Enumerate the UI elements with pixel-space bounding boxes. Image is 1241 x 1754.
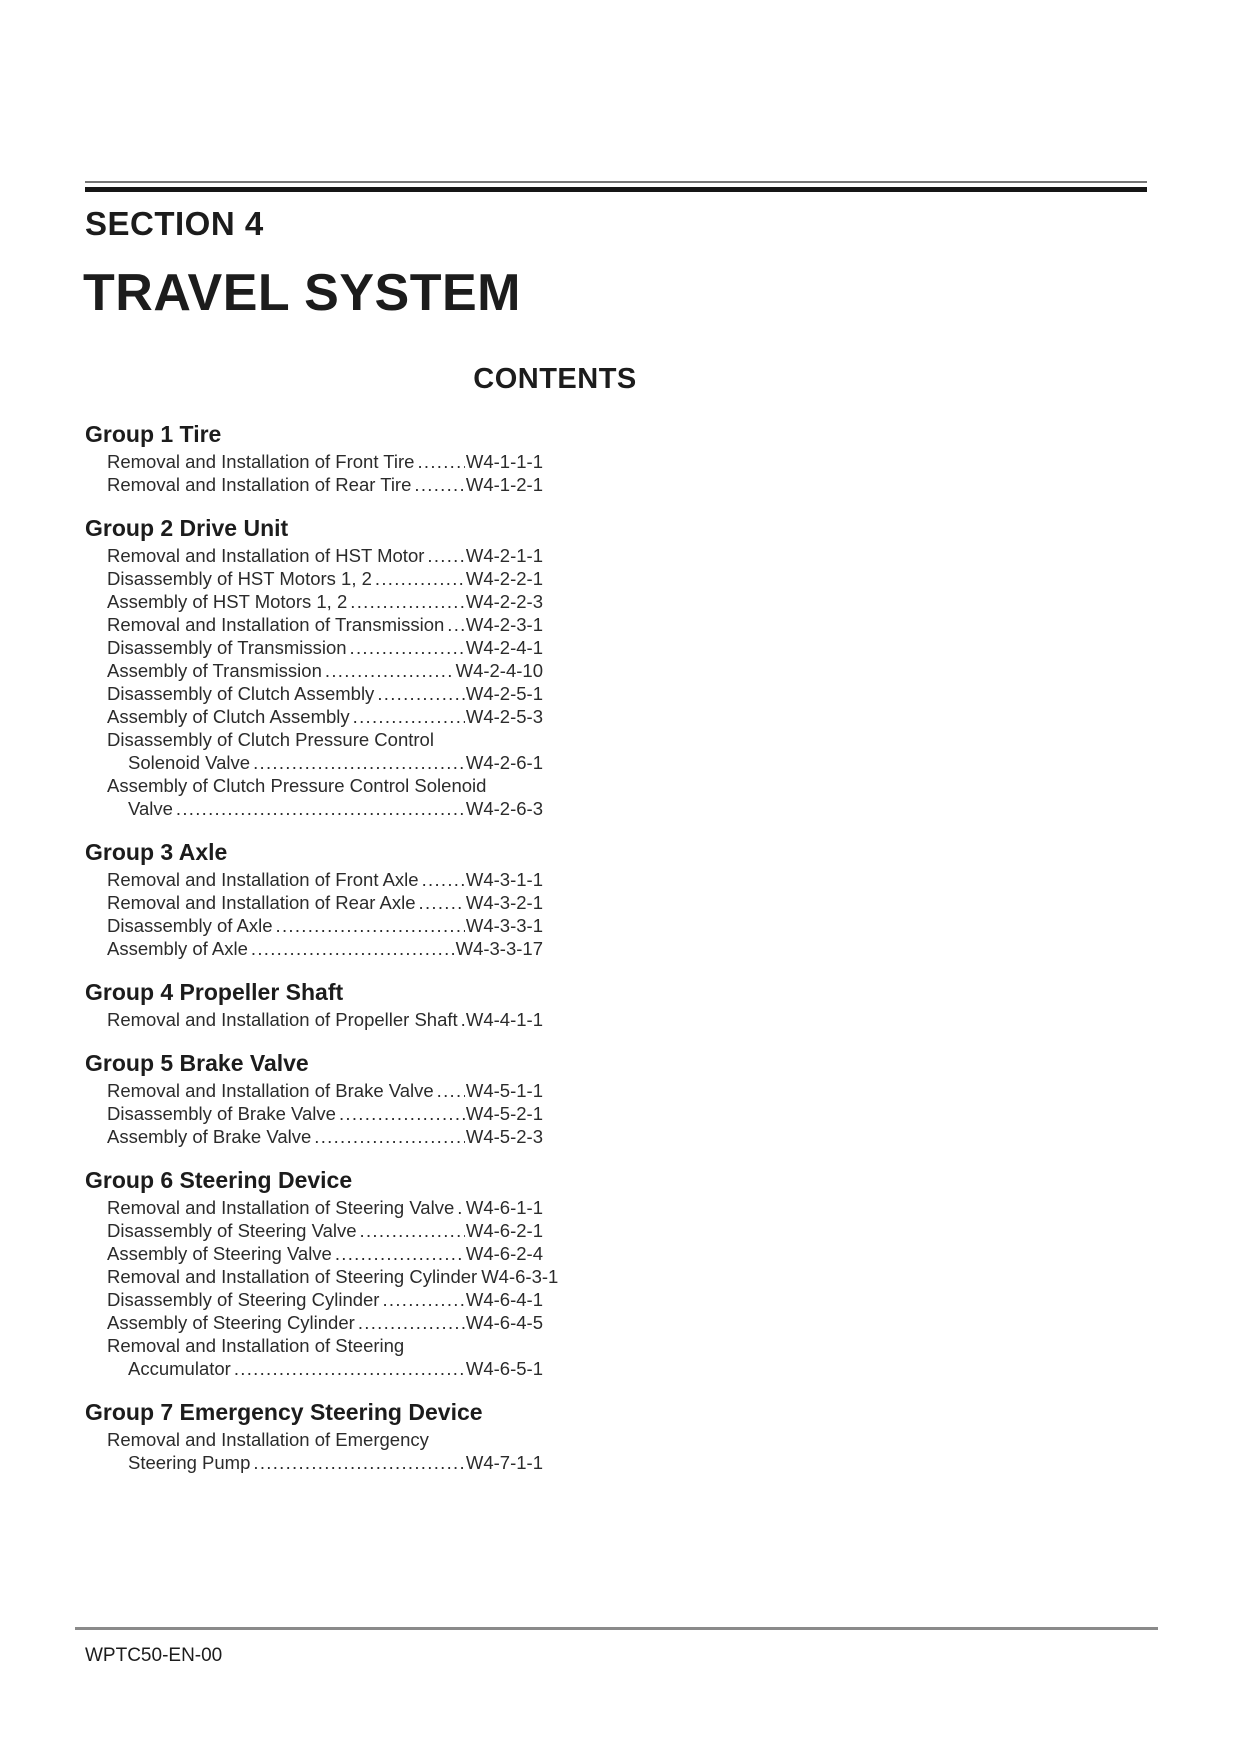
dot-leader bbox=[234, 1357, 465, 1380]
toc-group bbox=[85, 837, 543, 960]
dot-leader bbox=[461, 1008, 465, 1031]
toc-page-number: W4-3-1-1 bbox=[465, 869, 543, 890]
toc-page-number: W4-2-2-3 bbox=[465, 591, 543, 612]
dot-leader bbox=[335, 1242, 465, 1265]
toc-entry bbox=[85, 1288, 543, 1311]
toc-entry-title: Removal and Installation of Transmission bbox=[107, 614, 445, 635]
toc-entry-line bbox=[107, 613, 543, 636]
toc-entry bbox=[85, 1102, 543, 1125]
toc-page-number: W4-3-3-17 bbox=[455, 938, 543, 959]
toc-entry-line bbox=[107, 914, 543, 937]
dot-leader bbox=[457, 1196, 465, 1219]
toc-entry-line bbox=[107, 891, 543, 914]
toc-group-heading: Group 1 Tire bbox=[85, 421, 222, 447]
toc-entry-line bbox=[107, 473, 543, 496]
toc-entry bbox=[85, 567, 543, 590]
dot-leader bbox=[350, 590, 465, 613]
toc-group bbox=[85, 977, 543, 1031]
toc-entry-title: Disassembly of HST Motors 1, 2 bbox=[107, 568, 372, 589]
toc-entry bbox=[85, 914, 543, 937]
toc-entry bbox=[85, 1242, 543, 1265]
header-rule-thick bbox=[85, 187, 1147, 192]
dot-leader bbox=[325, 659, 455, 682]
toc-entry-line bbox=[107, 868, 543, 891]
toc-entry-title: Accumulator bbox=[128, 1358, 231, 1379]
toc-entry-line bbox=[107, 1265, 559, 1288]
toc-entry-title: Removal and Installation of HST Motor bbox=[107, 545, 425, 566]
toc-entry bbox=[85, 659, 543, 682]
toc-page-number: W4-2-5-1 bbox=[465, 683, 543, 704]
toc-page-number: W4-2-4-10 bbox=[455, 660, 543, 681]
toc-page-number: W4-6-3-1 bbox=[481, 1266, 559, 1287]
toc-page-number: W4-6-2-4 bbox=[465, 1243, 543, 1264]
toc-group-heading: Group 7 Emergency Steering Device bbox=[85, 1399, 483, 1425]
toc-page-number: W4-2-5-3 bbox=[465, 706, 543, 727]
dot-leader bbox=[339, 1102, 465, 1125]
toc-entry-title: Removal and Installation of Steering Valve bbox=[107, 1197, 455, 1218]
toc-page-number: W4-2-6-1 bbox=[465, 752, 543, 773]
toc-page-number: W4-6-4-5 bbox=[465, 1312, 543, 1333]
dot-leader bbox=[353, 705, 465, 728]
toc-page-number: W4-1-1-1 bbox=[465, 451, 543, 472]
toc-group bbox=[85, 419, 543, 496]
toc-entry-title: Removal and Installation of Propeller Shaft bbox=[107, 1009, 458, 1030]
toc-page-number: W4-6-1-1 bbox=[465, 1197, 543, 1218]
toc-page-number: W4-1-2-1 bbox=[465, 474, 543, 495]
dot-leader bbox=[350, 636, 465, 659]
toc-entry bbox=[85, 774, 543, 820]
toc-entry bbox=[85, 1125, 543, 1148]
toc-entry bbox=[85, 728, 543, 774]
header-double-rule bbox=[85, 181, 1147, 192]
contents-heading: CONTENTS bbox=[473, 363, 637, 395]
dot-leader bbox=[377, 682, 465, 705]
toc-group-heading: Group 6 Steering Device bbox=[85, 1167, 353, 1193]
toc-entry bbox=[85, 1196, 543, 1219]
toc-page-number: W4-3-3-1 bbox=[465, 915, 543, 936]
dot-leader bbox=[419, 891, 465, 914]
dot-leader bbox=[437, 1079, 465, 1102]
toc-entry bbox=[85, 450, 543, 473]
toc-page-number: W4-2-2-1 bbox=[465, 568, 543, 589]
toc-entry-title: Assembly of Brake Valve bbox=[107, 1126, 312, 1147]
toc-entry-title: Assembly of Clutch Assembly bbox=[107, 706, 350, 727]
dot-leader bbox=[358, 1311, 465, 1334]
toc-entry-line bbox=[107, 728, 543, 751]
dot-leader bbox=[375, 567, 465, 590]
toc-page-number: W4-3-2-1 bbox=[465, 892, 543, 913]
toc-entry-title: Removal and Installation of Steering bbox=[107, 1335, 405, 1356]
toc-entry-title: Assembly of Clutch Pressure Control Solenoid bbox=[107, 775, 487, 796]
toc-group-heading: Group 3 Axle bbox=[85, 839, 228, 865]
toc-page-number: W4-5-1-1 bbox=[465, 1080, 543, 1101]
toc-entry-line bbox=[107, 1125, 543, 1148]
toc-group-heading: Group 4 Propeller Shaft bbox=[85, 979, 344, 1005]
toc-entry-line bbox=[107, 659, 543, 682]
toc-entry-title: Disassembly of Steering Cylinder bbox=[107, 1289, 380, 1310]
toc-entry-title: Removal and Installation of Emergency bbox=[107, 1429, 429, 1450]
toc-group-heading: Group 2 Drive Unit bbox=[85, 515, 289, 541]
toc-entry-line bbox=[107, 1334, 543, 1357]
dot-leader bbox=[417, 450, 464, 473]
toc-entry-line bbox=[107, 1357, 543, 1380]
dot-leader bbox=[176, 797, 465, 820]
toc-group-heading: Group 5 Brake Valve bbox=[85, 1050, 309, 1076]
toc-entry-line bbox=[107, 1428, 543, 1451]
toc-entry bbox=[85, 1265, 559, 1288]
toc-entry-line bbox=[107, 544, 543, 567]
toc-entry-title: Assembly of Transmission bbox=[107, 660, 322, 681]
toc-entry-line bbox=[107, 1311, 543, 1334]
toc-entry-title: Disassembly of Steering Valve bbox=[107, 1220, 357, 1241]
toc-entry bbox=[85, 544, 543, 567]
toc-entry bbox=[85, 682, 543, 705]
toc-page-number: W4-2-6-3 bbox=[465, 798, 543, 819]
toc-entry-line bbox=[107, 1196, 543, 1219]
toc-entry-line bbox=[107, 1102, 543, 1125]
toc-page-number: W4-4-1-1 bbox=[465, 1009, 543, 1030]
toc-entry-title: Removal and Installation of Steering Cylinder bbox=[107, 1266, 478, 1287]
toc-entry-title: Assembly of Axle bbox=[107, 938, 248, 959]
toc-entry bbox=[85, 1428, 543, 1474]
toc-entry-title: Assembly of Steering Cylinder bbox=[107, 1312, 355, 1333]
toc-entry-line bbox=[107, 567, 543, 590]
toc-entry-title: Solenoid Valve bbox=[128, 752, 251, 773]
toc-group bbox=[85, 513, 543, 820]
dot-leader bbox=[414, 473, 465, 496]
toc-entry-title: Disassembly of Transmission bbox=[107, 637, 347, 658]
toc-entry-line bbox=[107, 705, 543, 728]
toc-entry-title: Removal and Installation of Front Tire bbox=[107, 451, 415, 472]
toc-entry-line bbox=[107, 1219, 543, 1242]
dot-leader bbox=[251, 937, 455, 960]
toc-entry bbox=[85, 868, 543, 891]
toc-page-number: W4-5-2-1 bbox=[465, 1103, 543, 1124]
toc-entry-line bbox=[107, 590, 543, 613]
toc-entry bbox=[85, 590, 543, 613]
toc-entry-title: Valve bbox=[128, 798, 173, 819]
toc-entry bbox=[85, 473, 543, 496]
toc-entry bbox=[85, 1079, 543, 1102]
toc-group bbox=[85, 1397, 543, 1474]
footer-rule bbox=[75, 1627, 1158, 1630]
dot-leader bbox=[253, 1451, 465, 1474]
toc-entry bbox=[85, 1311, 543, 1334]
toc-group bbox=[85, 1048, 543, 1148]
toc-entry bbox=[85, 1008, 543, 1031]
toc-entry-title: Disassembly of Clutch Assembly bbox=[107, 683, 375, 704]
toc-entry-title: Assembly of Steering Valve bbox=[107, 1243, 332, 1264]
toc-page-number: W4-6-2-1 bbox=[465, 1220, 543, 1241]
dot-leader bbox=[314, 1125, 465, 1148]
dot-leader bbox=[447, 613, 465, 636]
toc-entry-title: Assembly of HST Motors 1, 2 bbox=[107, 591, 348, 612]
toc-page-number: W4-6-5-1 bbox=[465, 1358, 543, 1379]
toc-page-number: W4-2-3-1 bbox=[465, 614, 543, 635]
toc-entry-line bbox=[107, 1079, 543, 1102]
toc-page-number: W4-2-1-1 bbox=[465, 545, 543, 566]
footer-doc-code: WPTC50-EN-00 bbox=[85, 1645, 223, 1666]
toc-entry-line bbox=[107, 636, 543, 659]
section-label: SECTION 4 bbox=[85, 205, 264, 242]
dot-leader bbox=[382, 1288, 464, 1311]
toc-entry-title: Removal and Installation of Front Axle bbox=[107, 869, 419, 890]
toc-entry bbox=[85, 891, 543, 914]
toc bbox=[85, 402, 559, 1474]
toc-entry bbox=[85, 613, 543, 636]
toc-page-number: W4-6-4-1 bbox=[465, 1289, 543, 1310]
toc-entry-title: Removal and Installation of Rear Axle bbox=[107, 892, 416, 913]
dot-leader bbox=[422, 868, 465, 891]
toc-entry bbox=[85, 1219, 543, 1242]
toc-entry-title: Disassembly of Clutch Pressure Control bbox=[107, 729, 434, 750]
toc-entry-line bbox=[107, 774, 543, 797]
toc-entry-title: Removal and Installation of Rear Tire bbox=[107, 474, 412, 495]
toc-entry-line bbox=[107, 450, 543, 473]
toc-entry-title: Disassembly of Brake Valve bbox=[107, 1103, 336, 1124]
toc-group bbox=[85, 1165, 559, 1380]
page-title: TRAVEL SYSTEM bbox=[83, 264, 521, 322]
dot-leader bbox=[360, 1219, 465, 1242]
toc-page-number: W4-5-2-3 bbox=[465, 1126, 543, 1147]
toc-entry bbox=[85, 1334, 543, 1380]
toc-entry-line bbox=[107, 751, 543, 774]
dot-leader bbox=[427, 544, 465, 567]
toc-entry-line bbox=[107, 1008, 543, 1031]
toc-page-number: W4-2-4-1 bbox=[465, 637, 543, 658]
toc-page-number: W4-7-1-1 bbox=[465, 1452, 543, 1473]
toc-entry-line bbox=[107, 682, 543, 705]
toc-entry-line bbox=[107, 1451, 543, 1474]
toc-entry-line bbox=[107, 1242, 543, 1265]
dot-leader bbox=[253, 751, 465, 774]
toc-entry bbox=[85, 636, 543, 659]
toc-entry-title: Disassembly of Axle bbox=[107, 915, 273, 936]
toc-entry-title: Steering Pump bbox=[128, 1452, 251, 1473]
toc-entry-line bbox=[107, 937, 543, 960]
toc-entry-title: Removal and Installation of Brake Valve bbox=[107, 1080, 434, 1101]
toc-entry-line bbox=[107, 1288, 543, 1311]
toc-entry-line bbox=[107, 797, 543, 820]
dot-leader bbox=[276, 914, 465, 937]
toc-entry bbox=[85, 705, 543, 728]
toc-entry bbox=[85, 937, 543, 960]
